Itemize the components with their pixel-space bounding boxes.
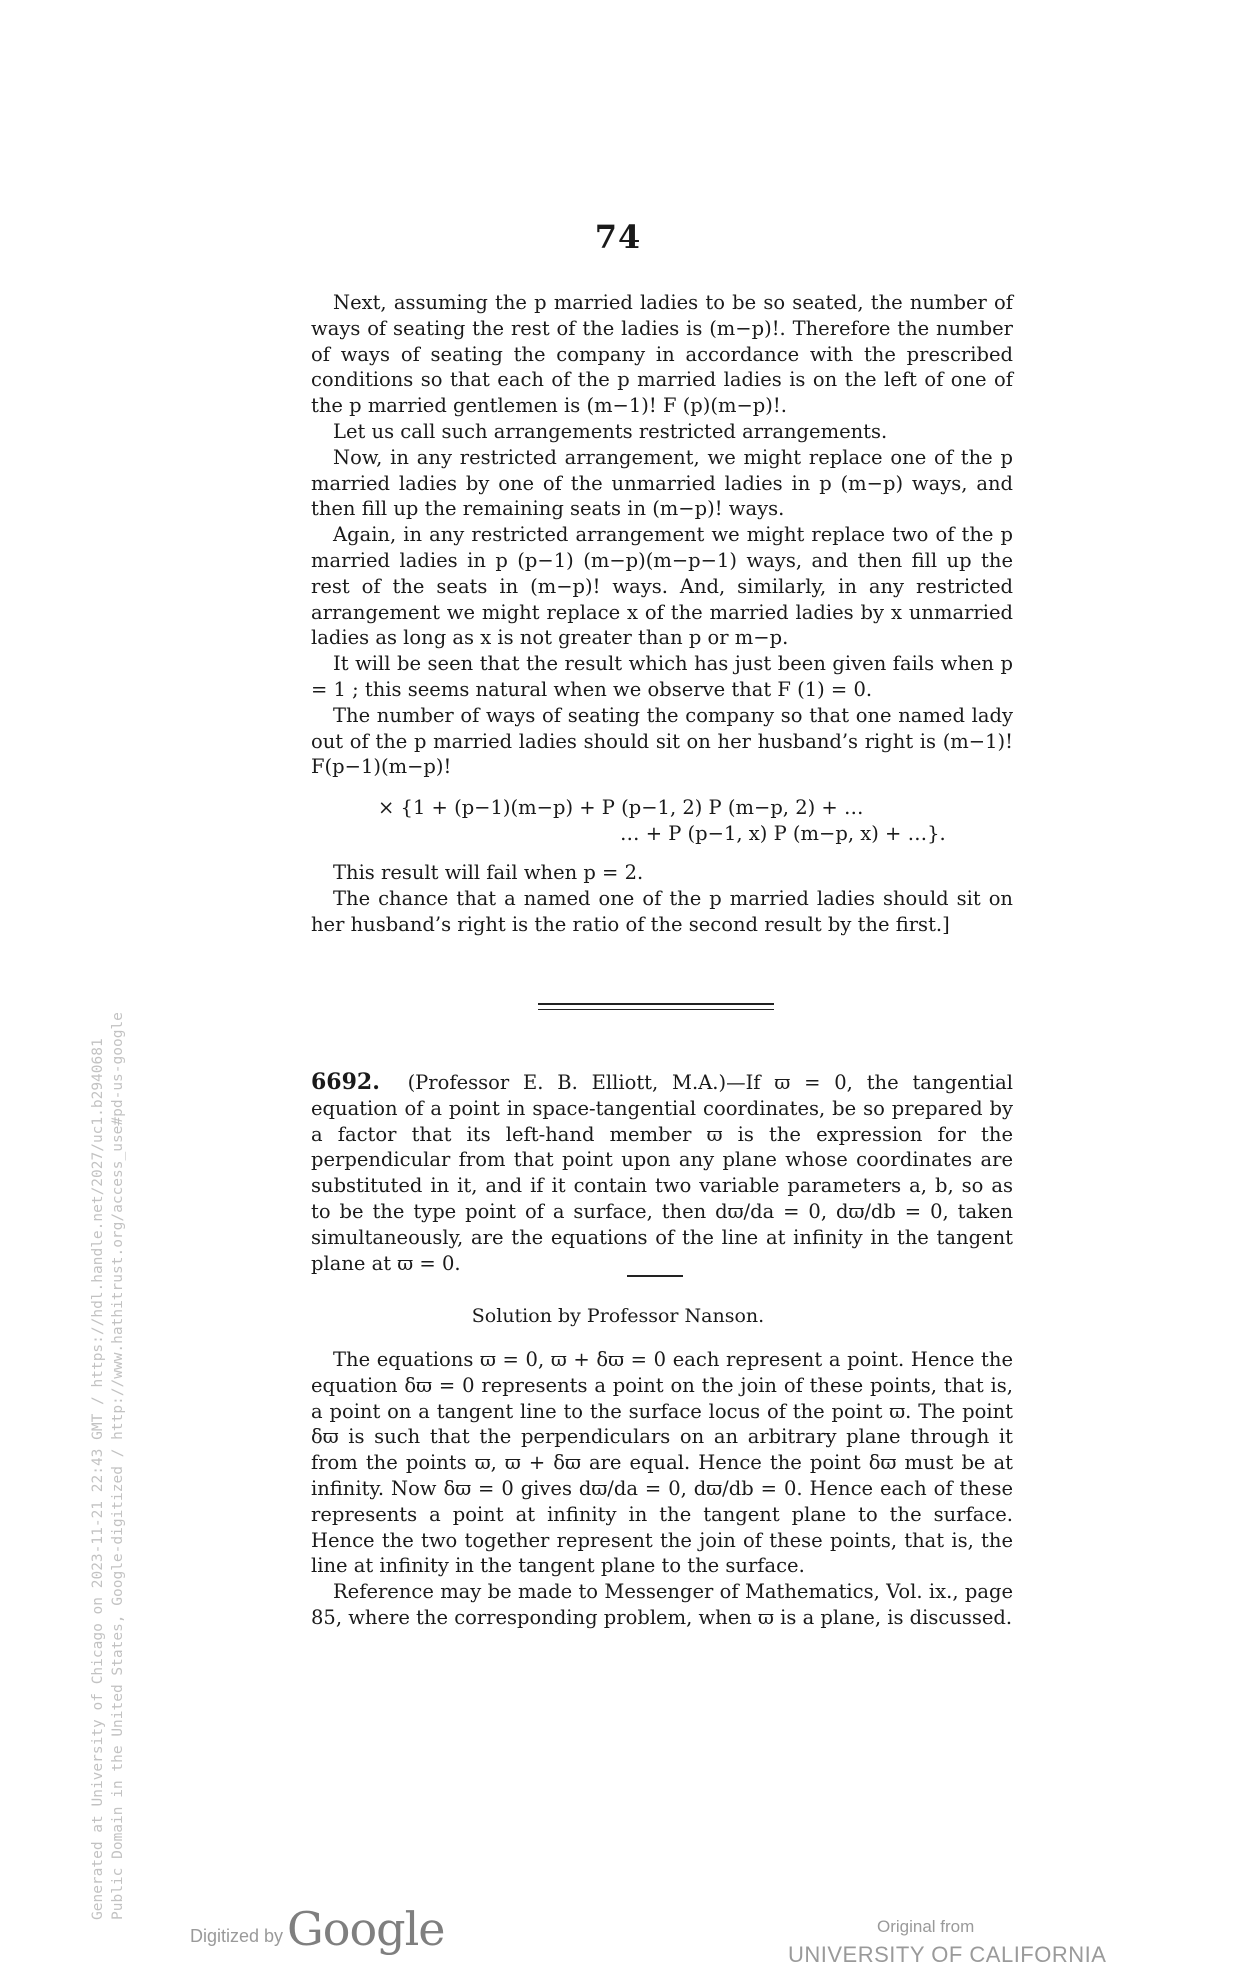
digitized-by-label: Digitized by — [190, 1926, 284, 1946]
original-from-label: Original from — [877, 1917, 975, 1936]
google-logo: Google — [287, 1902, 445, 1956]
formula-line-1: × {1 + (p−1)(m−p) + P (p−1, 2) P (m−p, 2) + … — [378, 796, 864, 819]
section-divider-top — [538, 1003, 774, 1005]
solution-heading: Solution by Professor Nanson. — [471, 1305, 765, 1327]
body-text-block-2 — [311, 860, 1013, 937]
paragraph: The chance that a named one of the p married ladies should sit on her husband’s right is the ratio of the second result by the first.] — [311, 886, 1013, 936]
problem-number: 6692. — [311, 1069, 380, 1095]
side-watermark — [88, 920, 128, 1920]
university-label: UNIVERSITY OF CALIFORNIA — [788, 1942, 1107, 1967]
paragraph: Next, assuming the p married ladies to be so seated, the number of ways of seating the rest of the ladies is (m−p)!. Therefore the number of ways of seating the company in accordance with the prescribed conditions so that each of the p married ladies is on the left of one of the p married gentlemen is (m−1)! F (p)(m−p)!. — [311, 291, 1013, 418]
paragraph: This result will fail when p = 2. — [333, 861, 644, 884]
paragraph: Let us call such arrangements restricted arrangements. — [333, 419, 888, 443]
section-divider-bottom — [538, 1009, 774, 1010]
paragraph: The equations ϖ = 0, ϖ + δϖ = 0 each represent a point. Hence the equation δϖ = 0 represents a point on the join of these points, that is, a point on a tangent line to the surface locus of the point ϖ. The point δϖ is such that the perpendiculars on an arbitrary plane through it from the points ϖ, ϖ + δϖ are equal. Hence the point δϖ must be at infinity. Now δϖ = 0 gives dϖ/da = 0, dϖ/db = 0. Hence each of these represents a point at infinity in the tangent plane to the surface. Hence the two together represent the join of these points, that is, the line at infinity in the tangent plane to the surface. — [311, 1348, 1013, 1578]
solution-text — [311, 1347, 1013, 1631]
body-text-block-1 — [311, 290, 1013, 780]
short-rule — [627, 1275, 683, 1277]
paragraph: Now, in any restricted arrangement, we might replace one of the p married ladies by one of the unmarried ladies in p (m−p) ways, and then fill up the remaining seats in (m−p)! ways. — [311, 445, 1013, 521]
formula-line-2: … + P (p−1, x) P (m−p, x) + …}. — [620, 821, 946, 845]
watermark-line-1: Generated at University of Chicago on 2023-11-21 22:43 GMT / https://hdl.handle.net/2027/uc1.b2940681 — [90, 1038, 106, 1920]
problem-statement — [311, 1070, 1013, 1276]
paragraph: Reference may be made to Messenger of Mathematics, Vol. ix., page 85, where the corresponding problem, when ϖ is a plane, is discussed. — [311, 1580, 1013, 1629]
formula — [378, 795, 1018, 847]
watermark-line-2: Public Domain in the United States, Google-digitized / http://www.hathitrust.org/access_use#pd-us-google — [110, 1012, 126, 1920]
paragraph: The number of ways of seating the company so that one named lady out of the p married ladies should sit on her husband’s right is (m−1)! F(p−1)(m−p)! — [311, 703, 1013, 779]
problem-text: (Professor E. B. Elliott, M.A.)—If ϖ = 0, the tangential equation of a point in space-tangential coordinates, be so prepared by a factor that its left-hand member ϖ is the expression for the perpendicular from that point upon any plane whose coordinates are substituted in it, and if it contain two variable parameters a, b, so as to be the type point of a surface, then dϖ/da = 0, dϖ/db = 0, taken simultaneously, are the equations of the line at infinity in the tangent plane at ϖ = 0. — [311, 1071, 1013, 1275]
page-number: 74 — [594, 218, 642, 256]
paragraph: It will be seen that the result which has just been given fails when p = 1 ; this seems natural when we observe that F (1) = 0. — [311, 652, 1013, 701]
paragraph: Again, in any restricted arrangement we might replace two of the p married ladies in p (p−1) (m−p)(m−p−1) ways, and then fill up the rest of the seats in (m−p)! ways. And, similarly, in any restricted arrangement we might replace x of the married ladies by x unmarried ladies as long as x is not greater than p or m−p. — [311, 523, 1013, 650]
